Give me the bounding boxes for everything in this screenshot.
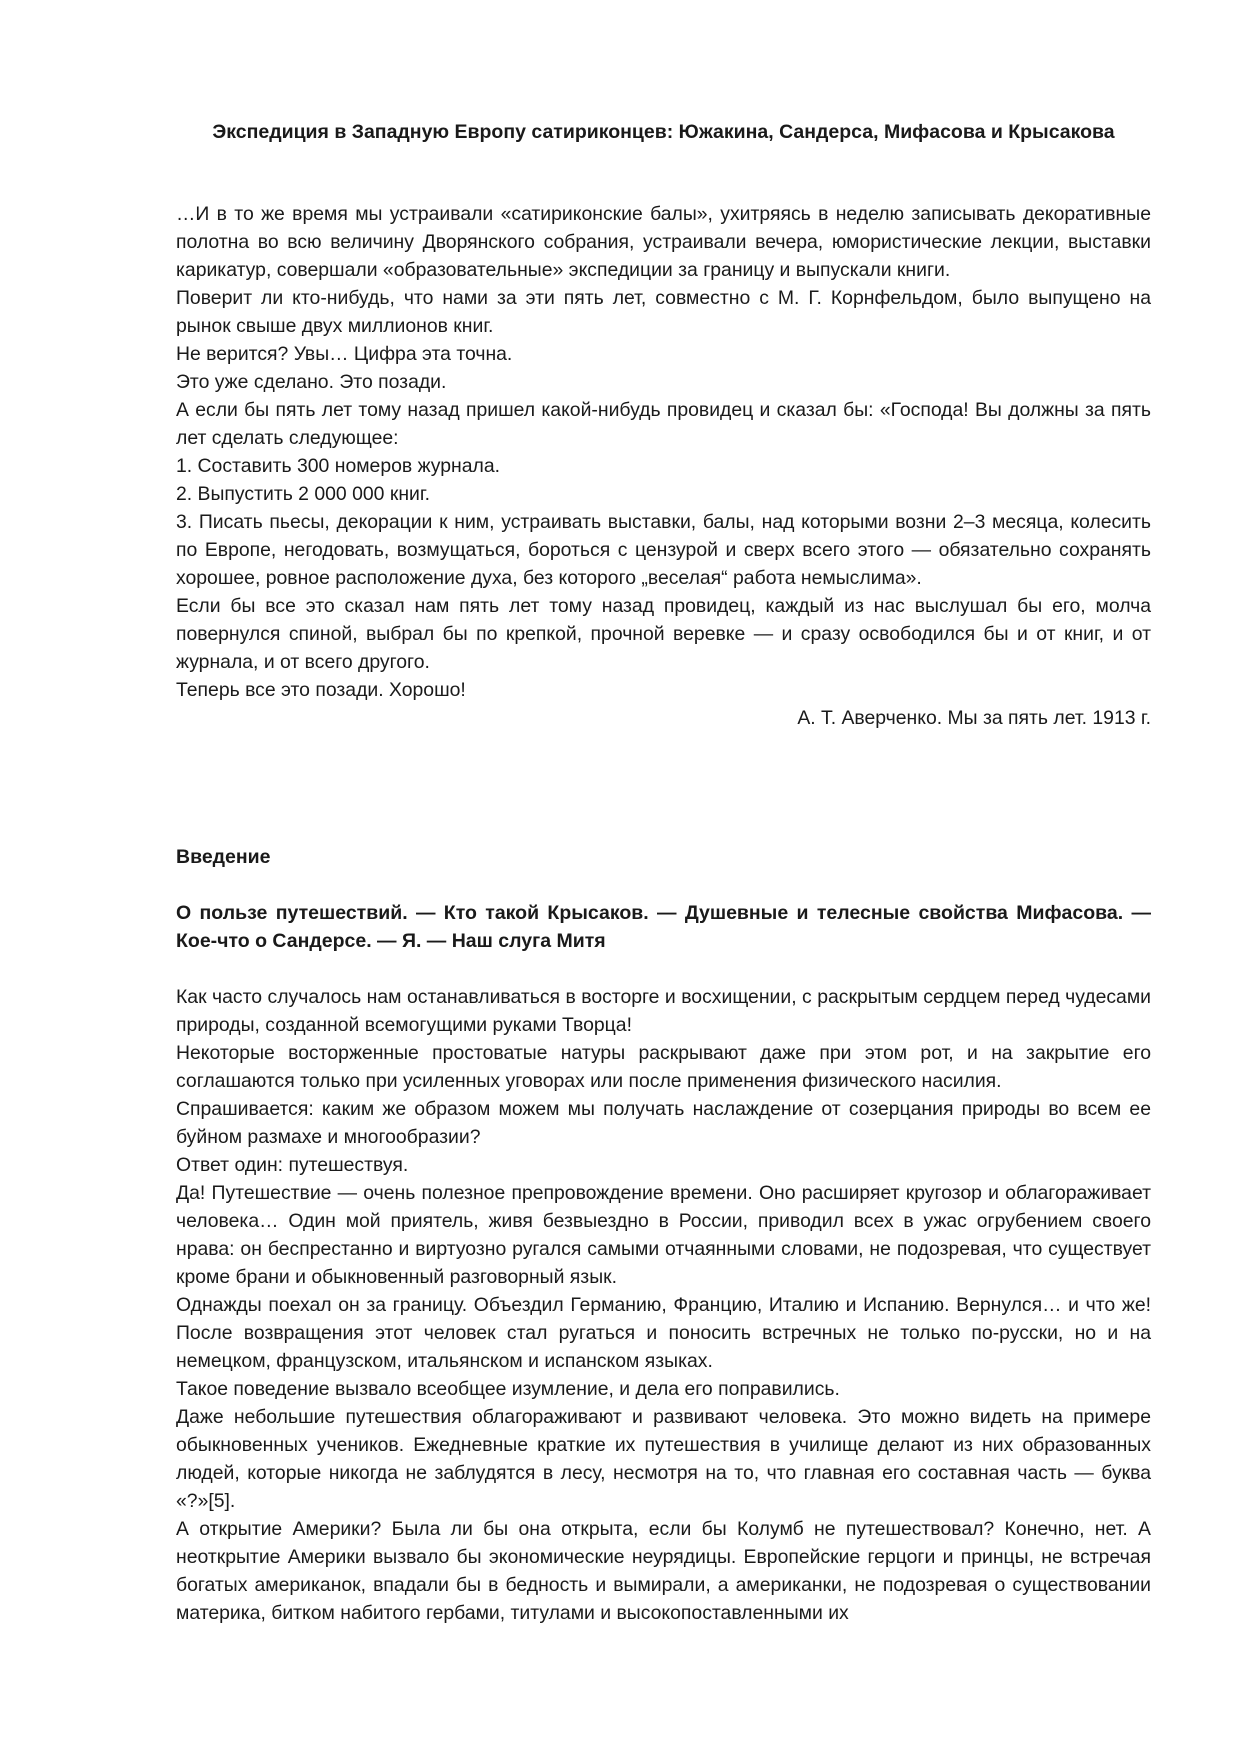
- epigraph-paragraph: А если бы пять лет тому назад пришел какой-нибудь провидец и сказал бы: «Господа! Вы должны за пять лет сделать следующее:: [176, 399, 1151, 449]
- chapter-paragraph: Ответ один: путешествуя.: [176, 1154, 409, 1176]
- chapter-paragraph: Да! Путешествие — очень полезное препровождение времени. Оно расширяет кругозор и облагораживает человека… Один мой приятель, живя безвыездно в России, приводил всех в ужас огрубением своего нрава: он беспрестанно и виртуозно ругался самыми отчаянными словами, не подозревая, что существует кроме брани и обыкновенный разговорный язык.: [176, 1182, 1151, 1288]
- epigraph-paragraph: Это уже сделано. Это позади.: [176, 371, 447, 393]
- chapter-paragraph: Такое поведение вызвало всеобщее изумление, и дела его поправились.: [176, 1378, 840, 1400]
- epigraph-paragraph: Если бы все это сказал нам пять лет тому назад провидец, каждый из нас выслушал бы его, молча повернулся спиной, выбрал бы по крепкой, прочной веревке — и сразу освободился бы и от книг, и от журнала, и от всего другого.: [176, 595, 1151, 673]
- chapter-paragraph: Спрашивается: каким же образом можем мы получать наслаждение от созерцания природы во всем ее буйном размахе и многообразии?: [176, 1098, 1151, 1148]
- epigraph-paragraph: …И в то же время мы устраивали «сатириконские балы», ухитряясь в неделю записывать декоративные полотна во всю величину Дворянского собрания, устраивали вечера, юмористические лекции, выставки карикатур, совершали «образовательные» экспедиции за границу и выпускали книги.: [176, 203, 1151, 281]
- chapter-paragraph: Однажды поехал он за границу. Объездил Германию, Францию, Италию и Испанию. Вернулся… и что же! После возвращения этот человек стал ругаться и поносить встречных не только по-русски, но и на немецком, французском, итальянском и испанском языках.: [176, 1294, 1151, 1372]
- epigraph-paragraph: Не верится? Увы… Цифра эта точна.: [176, 343, 513, 365]
- chapter-paragraph: Как часто случалось нам останавливаться в восторге и восхищении, с раскрытым сердцем перед чудесами природы, созданной всемогущими руками Творца!: [176, 986, 1151, 1036]
- epigraph: [176, 200, 1151, 732]
- intro-heading: Введение: [176, 846, 271, 868]
- epigraph-list-item: 3. Писать пьесы, декорации к ним, устраивать выставки, балы, над которыми возни 2–3 месяца, колесить по Европе, негодовать, возмущаться, бороться с цензурой и сверх всего этого — обязательно сохранять хорошее, ровное расположение духа, без которого „веселая“ работа немыслима».: [176, 511, 1151, 589]
- chapter-summary: О пользе путешествий. — Кто такой Крысаков. — Душевные и телесные свойства Мифасова. — Кое-что о Сандерсе. — Я. — Наш слуга Митя: [176, 902, 1151, 952]
- chapter-body: [176, 983, 1151, 1627]
- chapter-paragraph: А открытие Америки? Была ли бы она открыта, если бы Колумб не путешествовал? Конечно, нет. А неоткрытие Америки вызвало бы экономические неурядицы. Европейские герцоги и принцы, не встречая богатых американок, впадали бы в бедность и вымирали, а американки, не подозревая о существовании материка, битком набитого гербами, титулами и высокопоставленными их: [176, 1518, 1151, 1624]
- epigraph-attribution: А. Т. Аверченко. Мы за пять лет. 1913 г.: [797, 707, 1151, 729]
- epigraph-list-item: 1. Составить 300 номеров журнала.: [176, 455, 501, 477]
- chapter-paragraph: Некоторые восторженные простоватые натуры раскрывают даже при этом рот, и на закрытие его соглашаются только при усиленных уговорах или после применения физического насилия.: [176, 1042, 1151, 1092]
- epigraph-list-item: 2. Выпустить 2 000 000 книг.: [176, 483, 430, 505]
- epigraph-paragraph: Теперь все это позади. Хорошо!: [176, 679, 466, 701]
- chapter-paragraph: Даже небольшие путешествия облагораживают и развивают человека. Это можно видеть на примере обыкновенных учеников. Ежедневные краткие их путешествия в училище делают из них образованных людей, которые никогда не заблудятся в лесу, несмотря на то, что главная его составная часть — буква «?»[5].: [176, 1406, 1151, 1512]
- epigraph-paragraph: Поверит ли кто-нибудь, что нами за эти пять лет, совместно с М. Г. Корнфельдом, было выпущено на рынок свыше двух миллионов книг.: [176, 287, 1151, 337]
- document-title: Экспедиция в Западную Европу сатириконцев: Южакина, Сандерса, Мифасова и Крысакова: [212, 121, 1115, 143]
